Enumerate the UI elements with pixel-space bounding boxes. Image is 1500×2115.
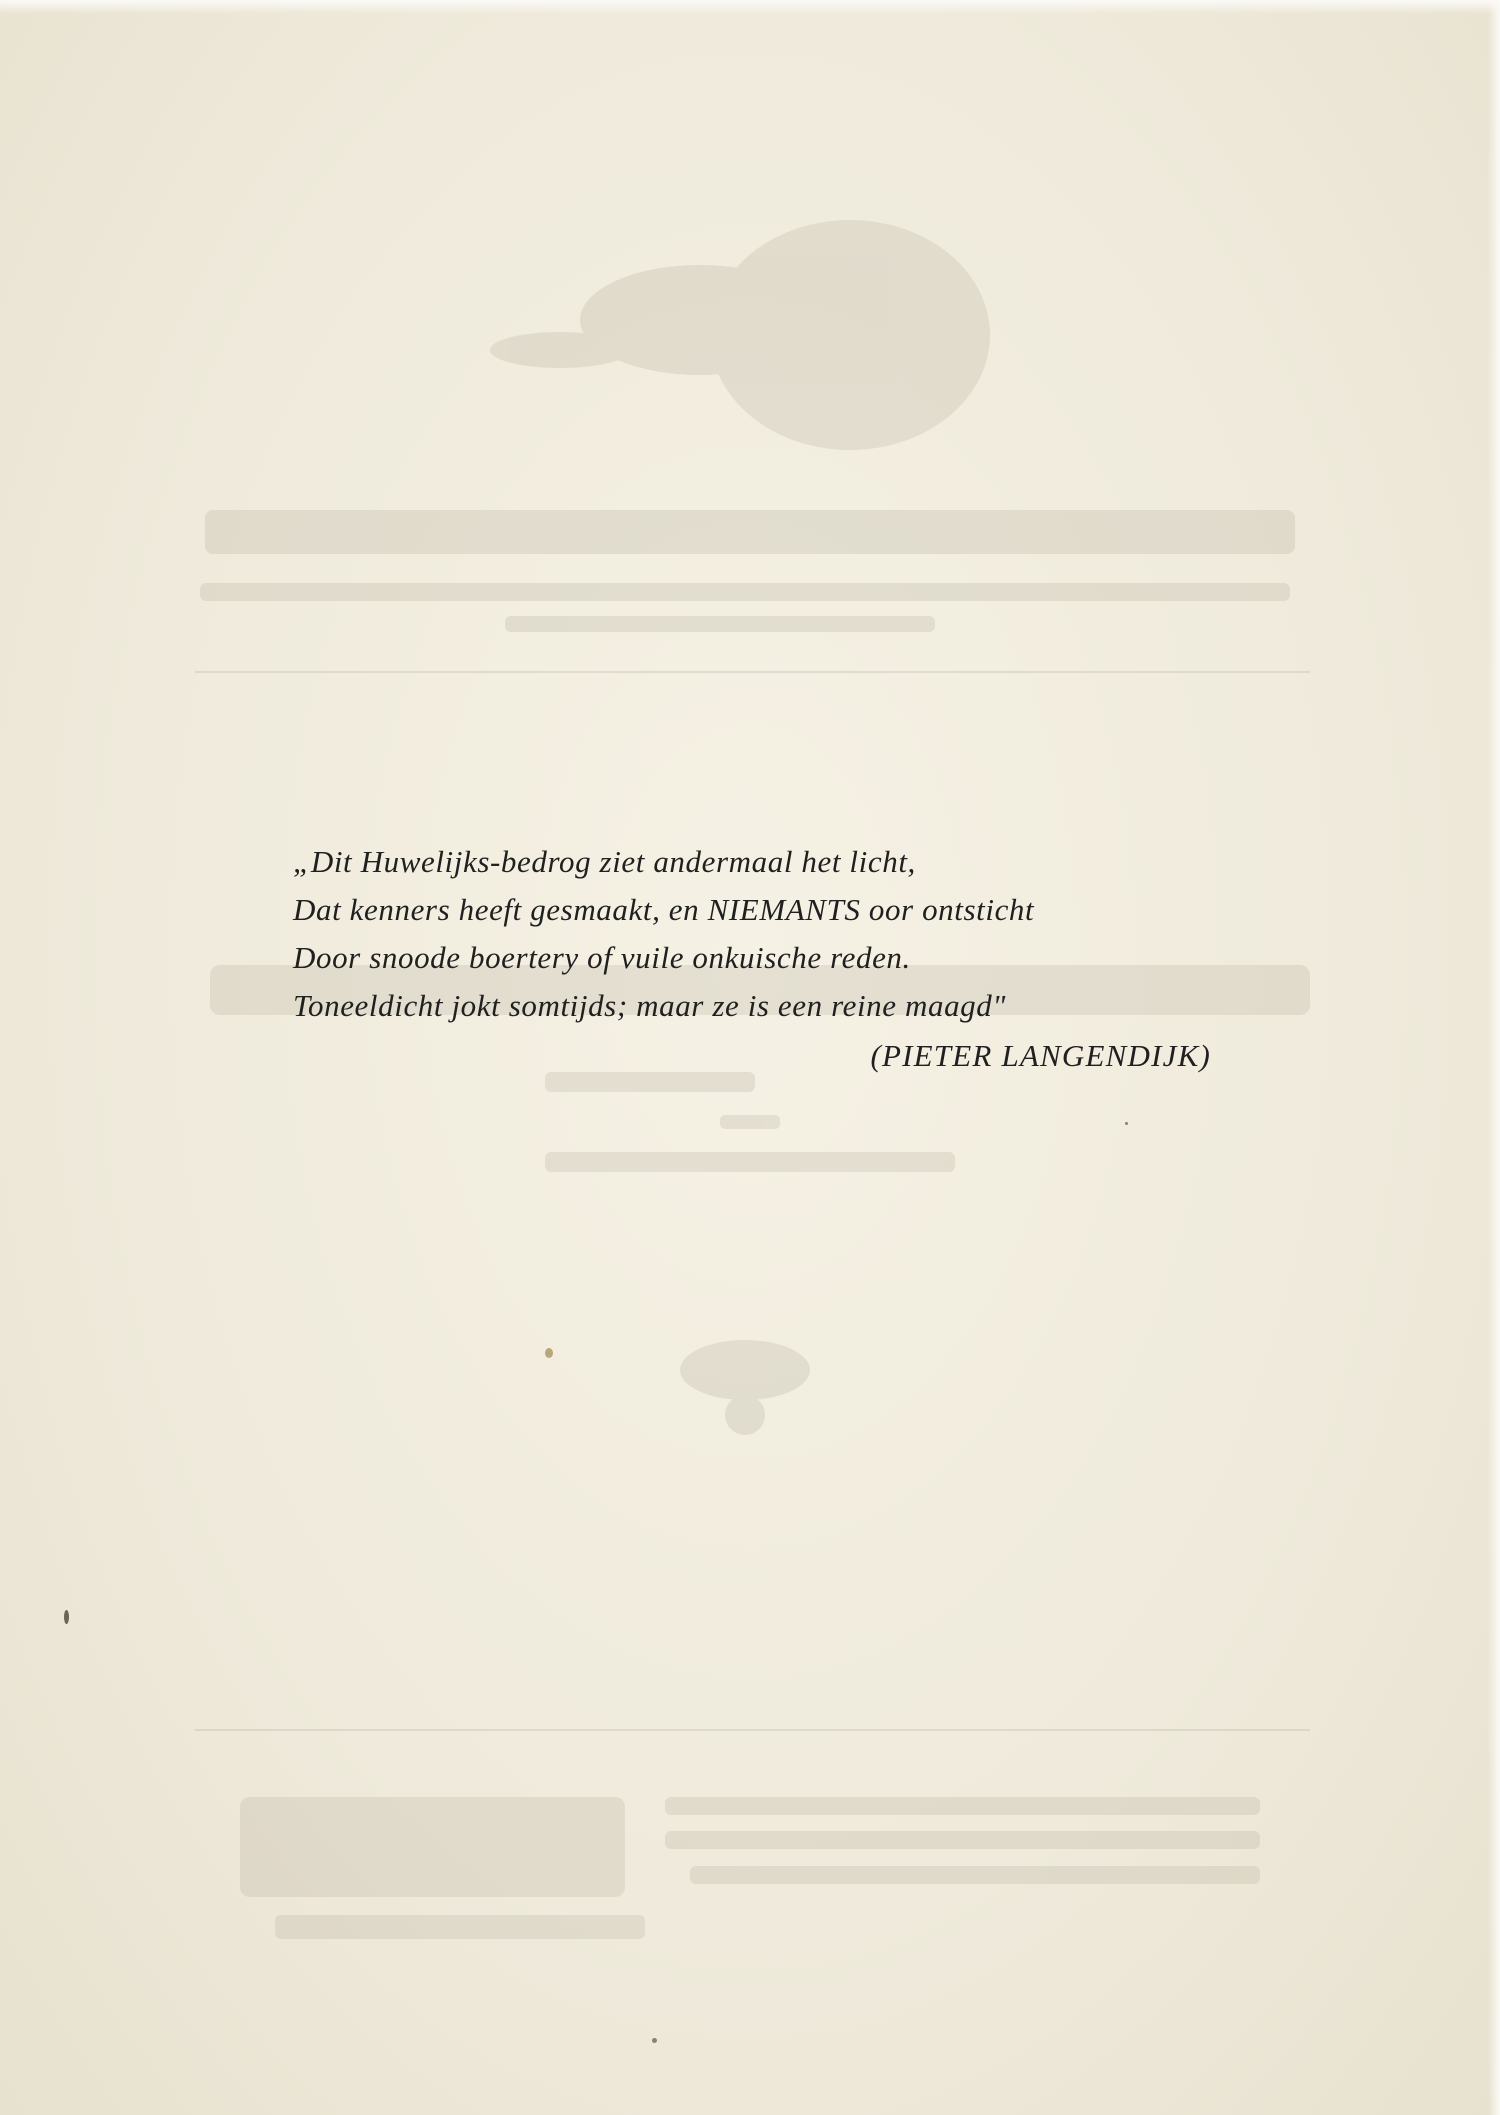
poem-line: Toneeldicht jokt somtijds; maar ze is een reine maagd" bbox=[293, 988, 1006, 1023]
poem-block bbox=[293, 838, 1223, 1080]
paper-speck bbox=[545, 1348, 553, 1358]
poem-line: Door snoode boertery of vuile onkuische reden. bbox=[293, 940, 911, 975]
poem-attribution: (PIETER LANGENDIJK) bbox=[870, 1038, 1211, 1073]
paper-speck bbox=[64, 1610, 69, 1624]
poem-line: Dat kenners heeft gesmaakt, en NIEMANTS oor ontsticht bbox=[293, 892, 1035, 927]
poem-line: „Dit Huwelijks-bedrog ziet andermaal het licht, bbox=[293, 844, 916, 879]
paper-speck bbox=[1125, 1122, 1128, 1125]
paper-speck bbox=[652, 2038, 657, 2043]
